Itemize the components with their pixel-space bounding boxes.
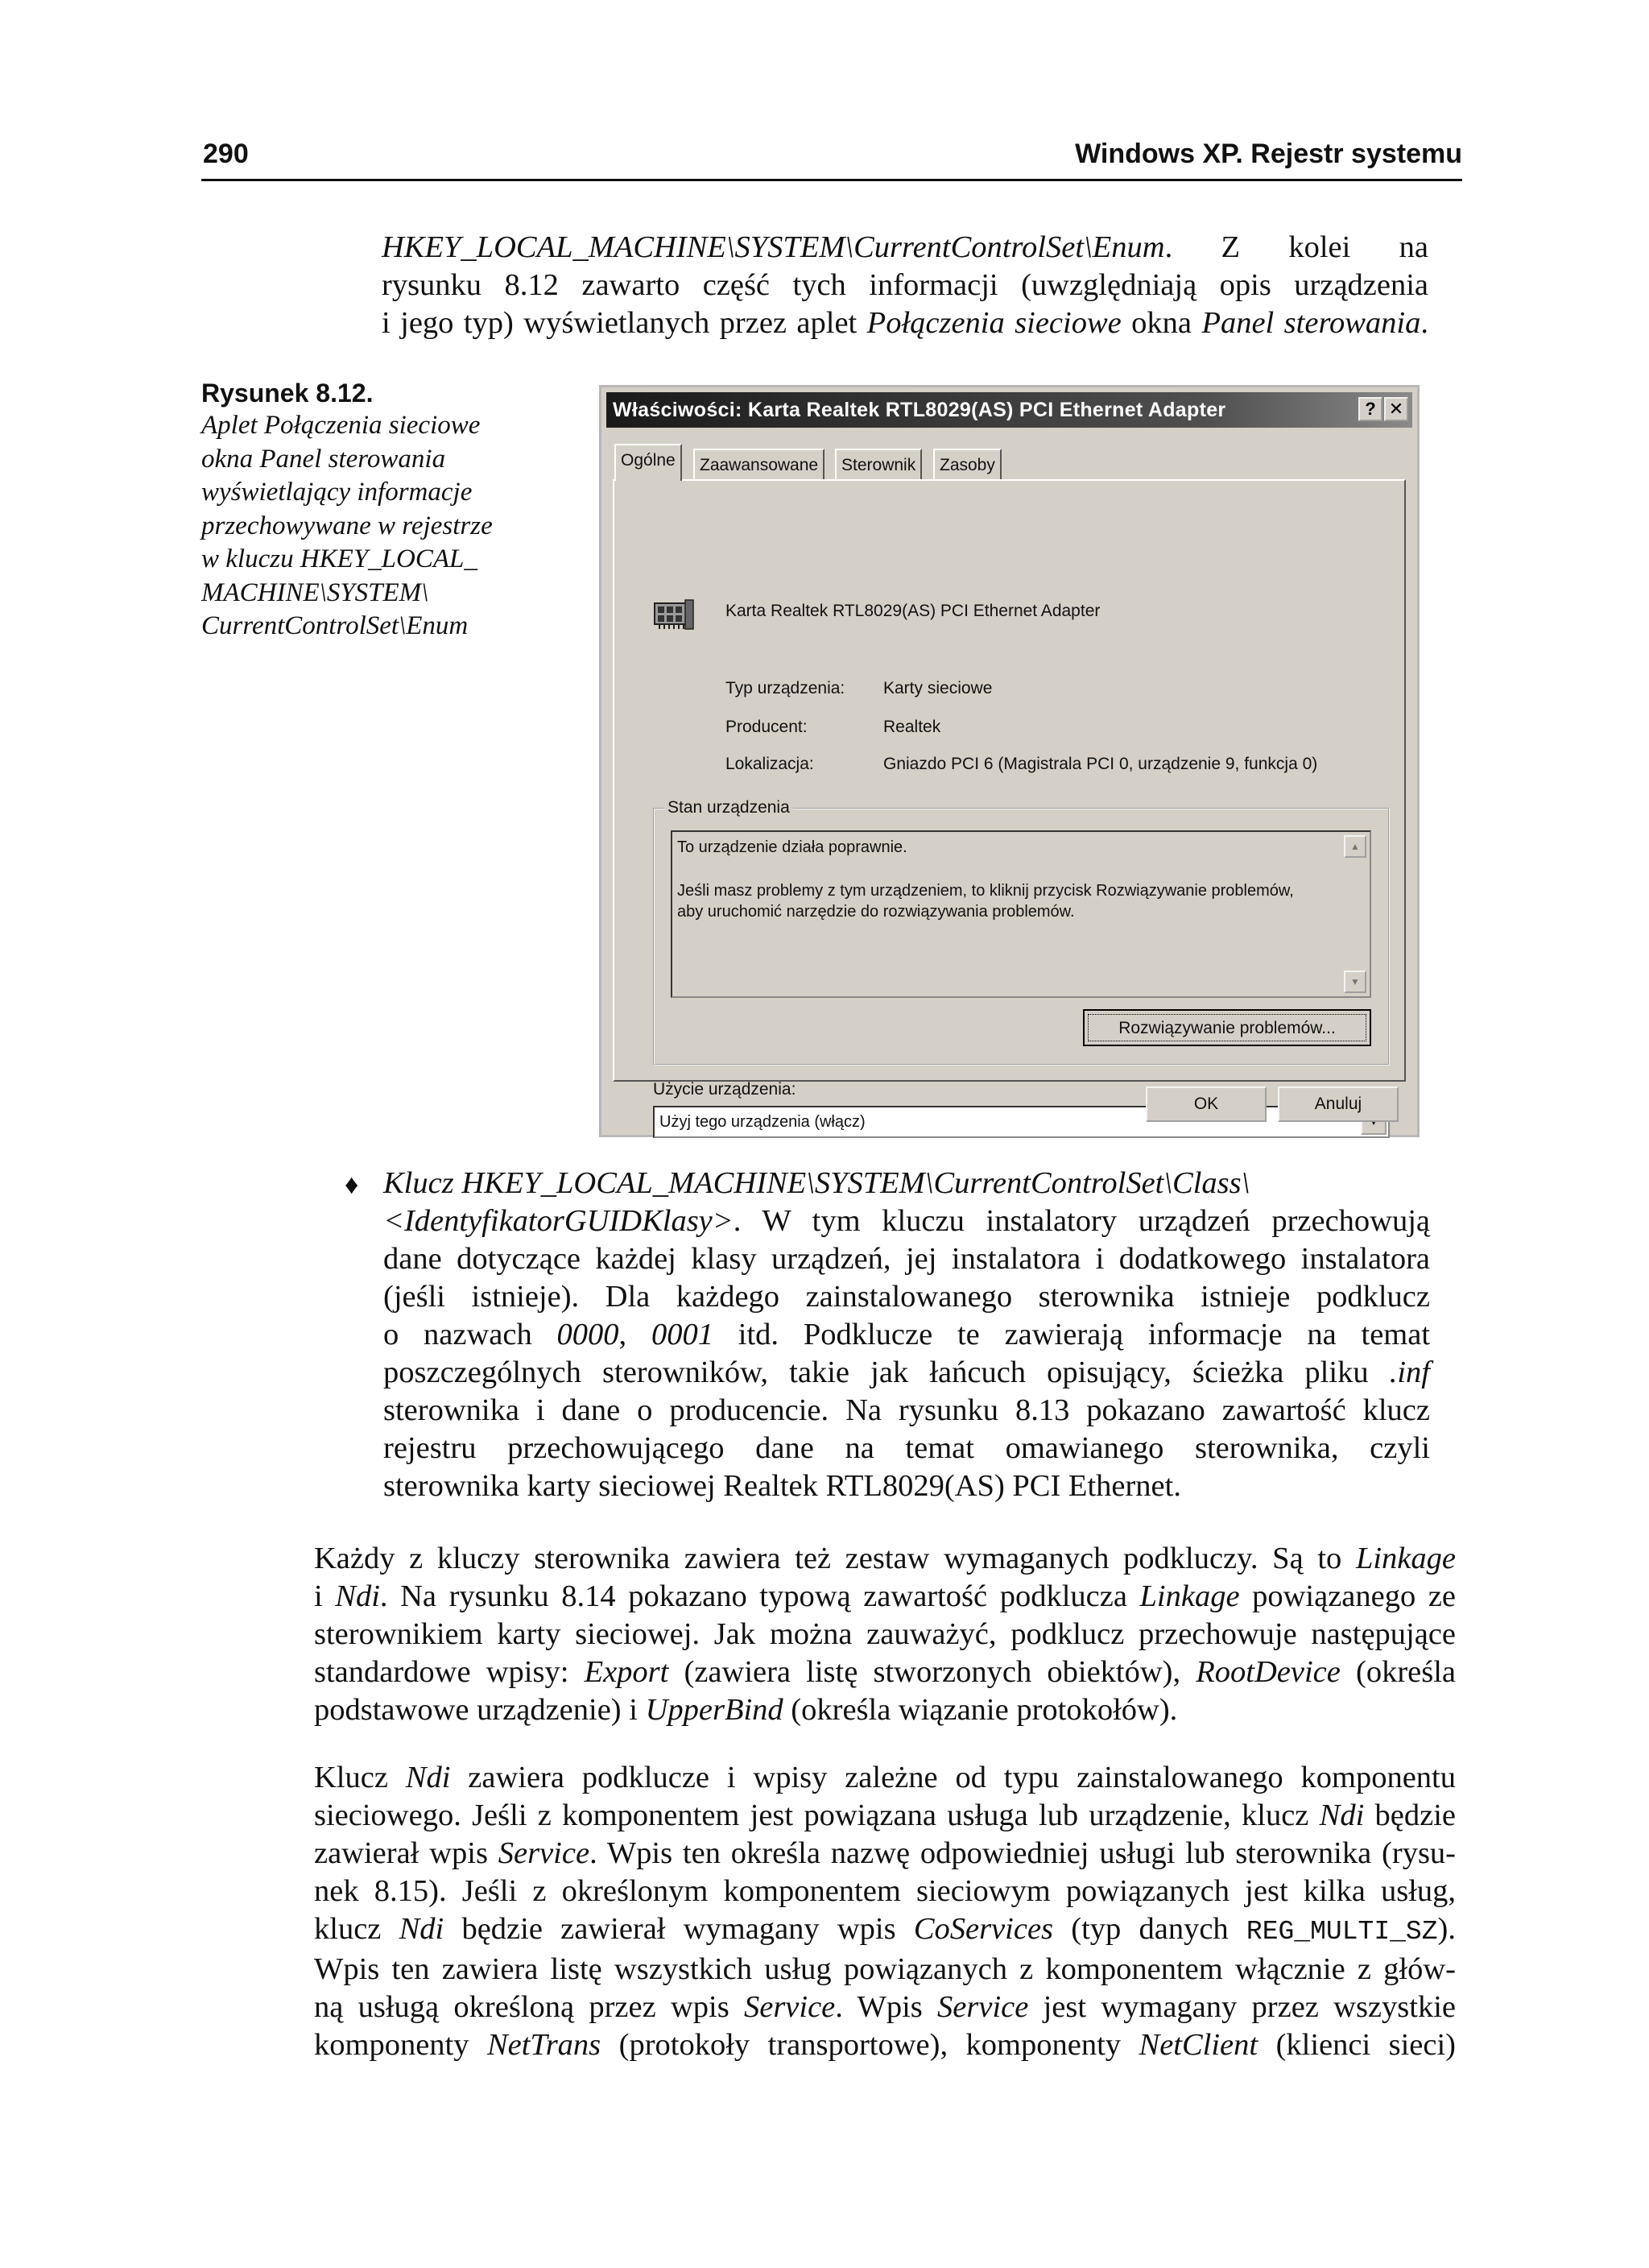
- device-type-value: Karty sieciowe: [883, 679, 993, 697]
- properties-dialog: [599, 385, 1420, 1137]
- caption-title: Rysunek 8.12.: [201, 379, 374, 408]
- tab-advanced[interactable]: Zaawansowane: [693, 449, 824, 479]
- device-status-group: [653, 798, 1390, 1066]
- scroll-down-icon: ▼: [1350, 976, 1360, 987]
- device-status-label: Stan urządzenia: [664, 798, 793, 817]
- device-name: Karta Realtek RTL8029(AS) PCI Ethernet Adapter: [725, 602, 1101, 620]
- troubleshoot-label: Rozwiązywanie problemów...: [1088, 1014, 1366, 1041]
- tab-driver[interactable]: Sterownik: [835, 449, 922, 479]
- tab-general[interactable]: Ogólne: [614, 444, 682, 481]
- paragraph-linkage: Każdy z kluczy sterownika zawiera też zestaw wymaganych podkluczy. Są to Linkage i Ndi. Na rysunku 8.14 pokazano typową zawartość podklucza Linkage powiązanego ze sterownikiem karty sieciowej. Jak można zauważyć, podklucz przechowuje następujące standardowe wpisy: Export (zawiera listę stworzonych obiektów), RootDevice (określa podstawowe urządzenie) i UpperBind (określa wiązanie protokołów).: [314, 1542, 1456, 1727]
- paragraph-ndi: Klucz Ndi zawiera podklucze i wpisy zależne od typu zainstalowanego komponentu sieciowego. Jeśli z komponentem jest powiązana usługa lub urządzenie, klucz Ndi będzie zawierał wpis Service. Wpis ten określa nazwę odpowiedniej usługi lub sterownika (rysu- nek 8.15). Jeśli z określonym komponentem sieciowym powiązanych jest kilka usług, klucz Ndi będzie zawierał wymagany wpis CoServices (typ danych REG_MULTI_SZ). Wpis ten zawiera listę wszystkich usług powiązanych z komponentem włącznie z głów- ną usługą określoną przez wpis Service. Wpis Service jest wymagany przez wszystkie komponenty NetTrans (protokoły transportowe), komponenty NetClient (klienci sieci): [314, 1761, 1456, 2062]
- cancel-button[interactable]: Anuluj: [1278, 1086, 1399, 1122]
- dialog-title-bar: [606, 392, 1412, 428]
- help-button[interactable]: ?: [1358, 397, 1382, 421]
- network-card-icon: [653, 598, 695, 631]
- bullet-text: Klucz HKEY_LOCAL_MACHINE\SYSTEM\CurrentControlSet\Class\ <IdentyfikatorGUIDKlasy>. W tym kluczu instalatory urządzeń przechowują dane dotyczące każdej klasy urządzeń, jej instalatora i dodatkowego instalatora (jeśli istnieje). Dla każdego zainstalowanego sterownika istnieje podklucz o nazwach 0000, 0001 itd. Podklucze te zawierają informacje na temat poszczególnych sterowników, takie jak łańcuch opisujący, ścieżka pliku .inf sterownika i dane o producencie. Na rysunku 8.13 pokazano zawartość klucz rejestru przechowującego dane na temat omawianego sterownika, czyli sterownika karty sieciowej Realtek RTL8029(AS) PCI Ethernet.: [383, 1166, 1431, 1503]
- location-value: Gniazdo PCI 6 (Magistrala PCI 0, urządzenie 9, funkcja 0): [883, 755, 1318, 773]
- figure-caption: [201, 377, 548, 644]
- troubleshoot-button[interactable]: [1083, 1009, 1371, 1046]
- scroll-up-icon: ▲: [1350, 841, 1360, 852]
- caption-text: Aplet Połączenia sieciowe okna Panel sterowania wyświetlający informacje przechowywane w rejestrze w kluczu HKEY_LOCAL_ MACHINE\SYSTEM\ CurrentControlSet\Enum: [201, 411, 493, 640]
- device-status-textbox[interactable]: [671, 830, 1371, 998]
- close-button[interactable]: [1384, 397, 1408, 421]
- intro-paragraph: HKEY_LOCAL_MACHINE\SYSTEM\CurrentControlSet\Enum. Z kolei na rysunku 8.12 zawarto część tych informacji (uwzględniają opis urządzenia i jego typ) wyświetlanych przez aplet Połączenia sieciowe okna Panel sterowania.: [382, 230, 1429, 340]
- ok-button[interactable]: OK: [1146, 1086, 1267, 1122]
- device-type-label: Typ urządzenia:: [725, 679, 845, 697]
- dialog-title: Właściwości: Karta Realtek RTL8029(AS) PCI Ethernet Adapter: [613, 399, 1226, 421]
- header-rule: [201, 179, 1462, 181]
- running-title: Windows XP. Rejestr systemu: [1075, 139, 1462, 169]
- tab-resources[interactable]: Zasoby: [933, 449, 1002, 479]
- scroll-down-button[interactable]: [1344, 971, 1366, 993]
- bullet-diamond-icon: ♦: [345, 1170, 359, 1200]
- scroll-up-button[interactable]: [1344, 835, 1366, 858]
- producer-value: Realtek: [883, 718, 941, 736]
- page-number: 290: [203, 139, 249, 169]
- status-message: To urządzenie działa poprawnie.: [677, 838, 907, 856]
- device-usage-label: Użycie urządzenia:: [653, 1080, 796, 1099]
- location-label: Lokalizacja:: [725, 755, 814, 773]
- status-hint: Jeśli masz problemy z tym urządzeniem, to kliknij przycisk Rozwiązywanie problemów, aby uruchomić narzędzie do rozwiązywania problemów.: [677, 882, 1294, 921]
- producer-label: Producent:: [725, 718, 808, 736]
- device-usage-value: Użyj tego urządzenia (włącz): [659, 1113, 866, 1131]
- close-icon: ✕: [1388, 399, 1404, 419]
